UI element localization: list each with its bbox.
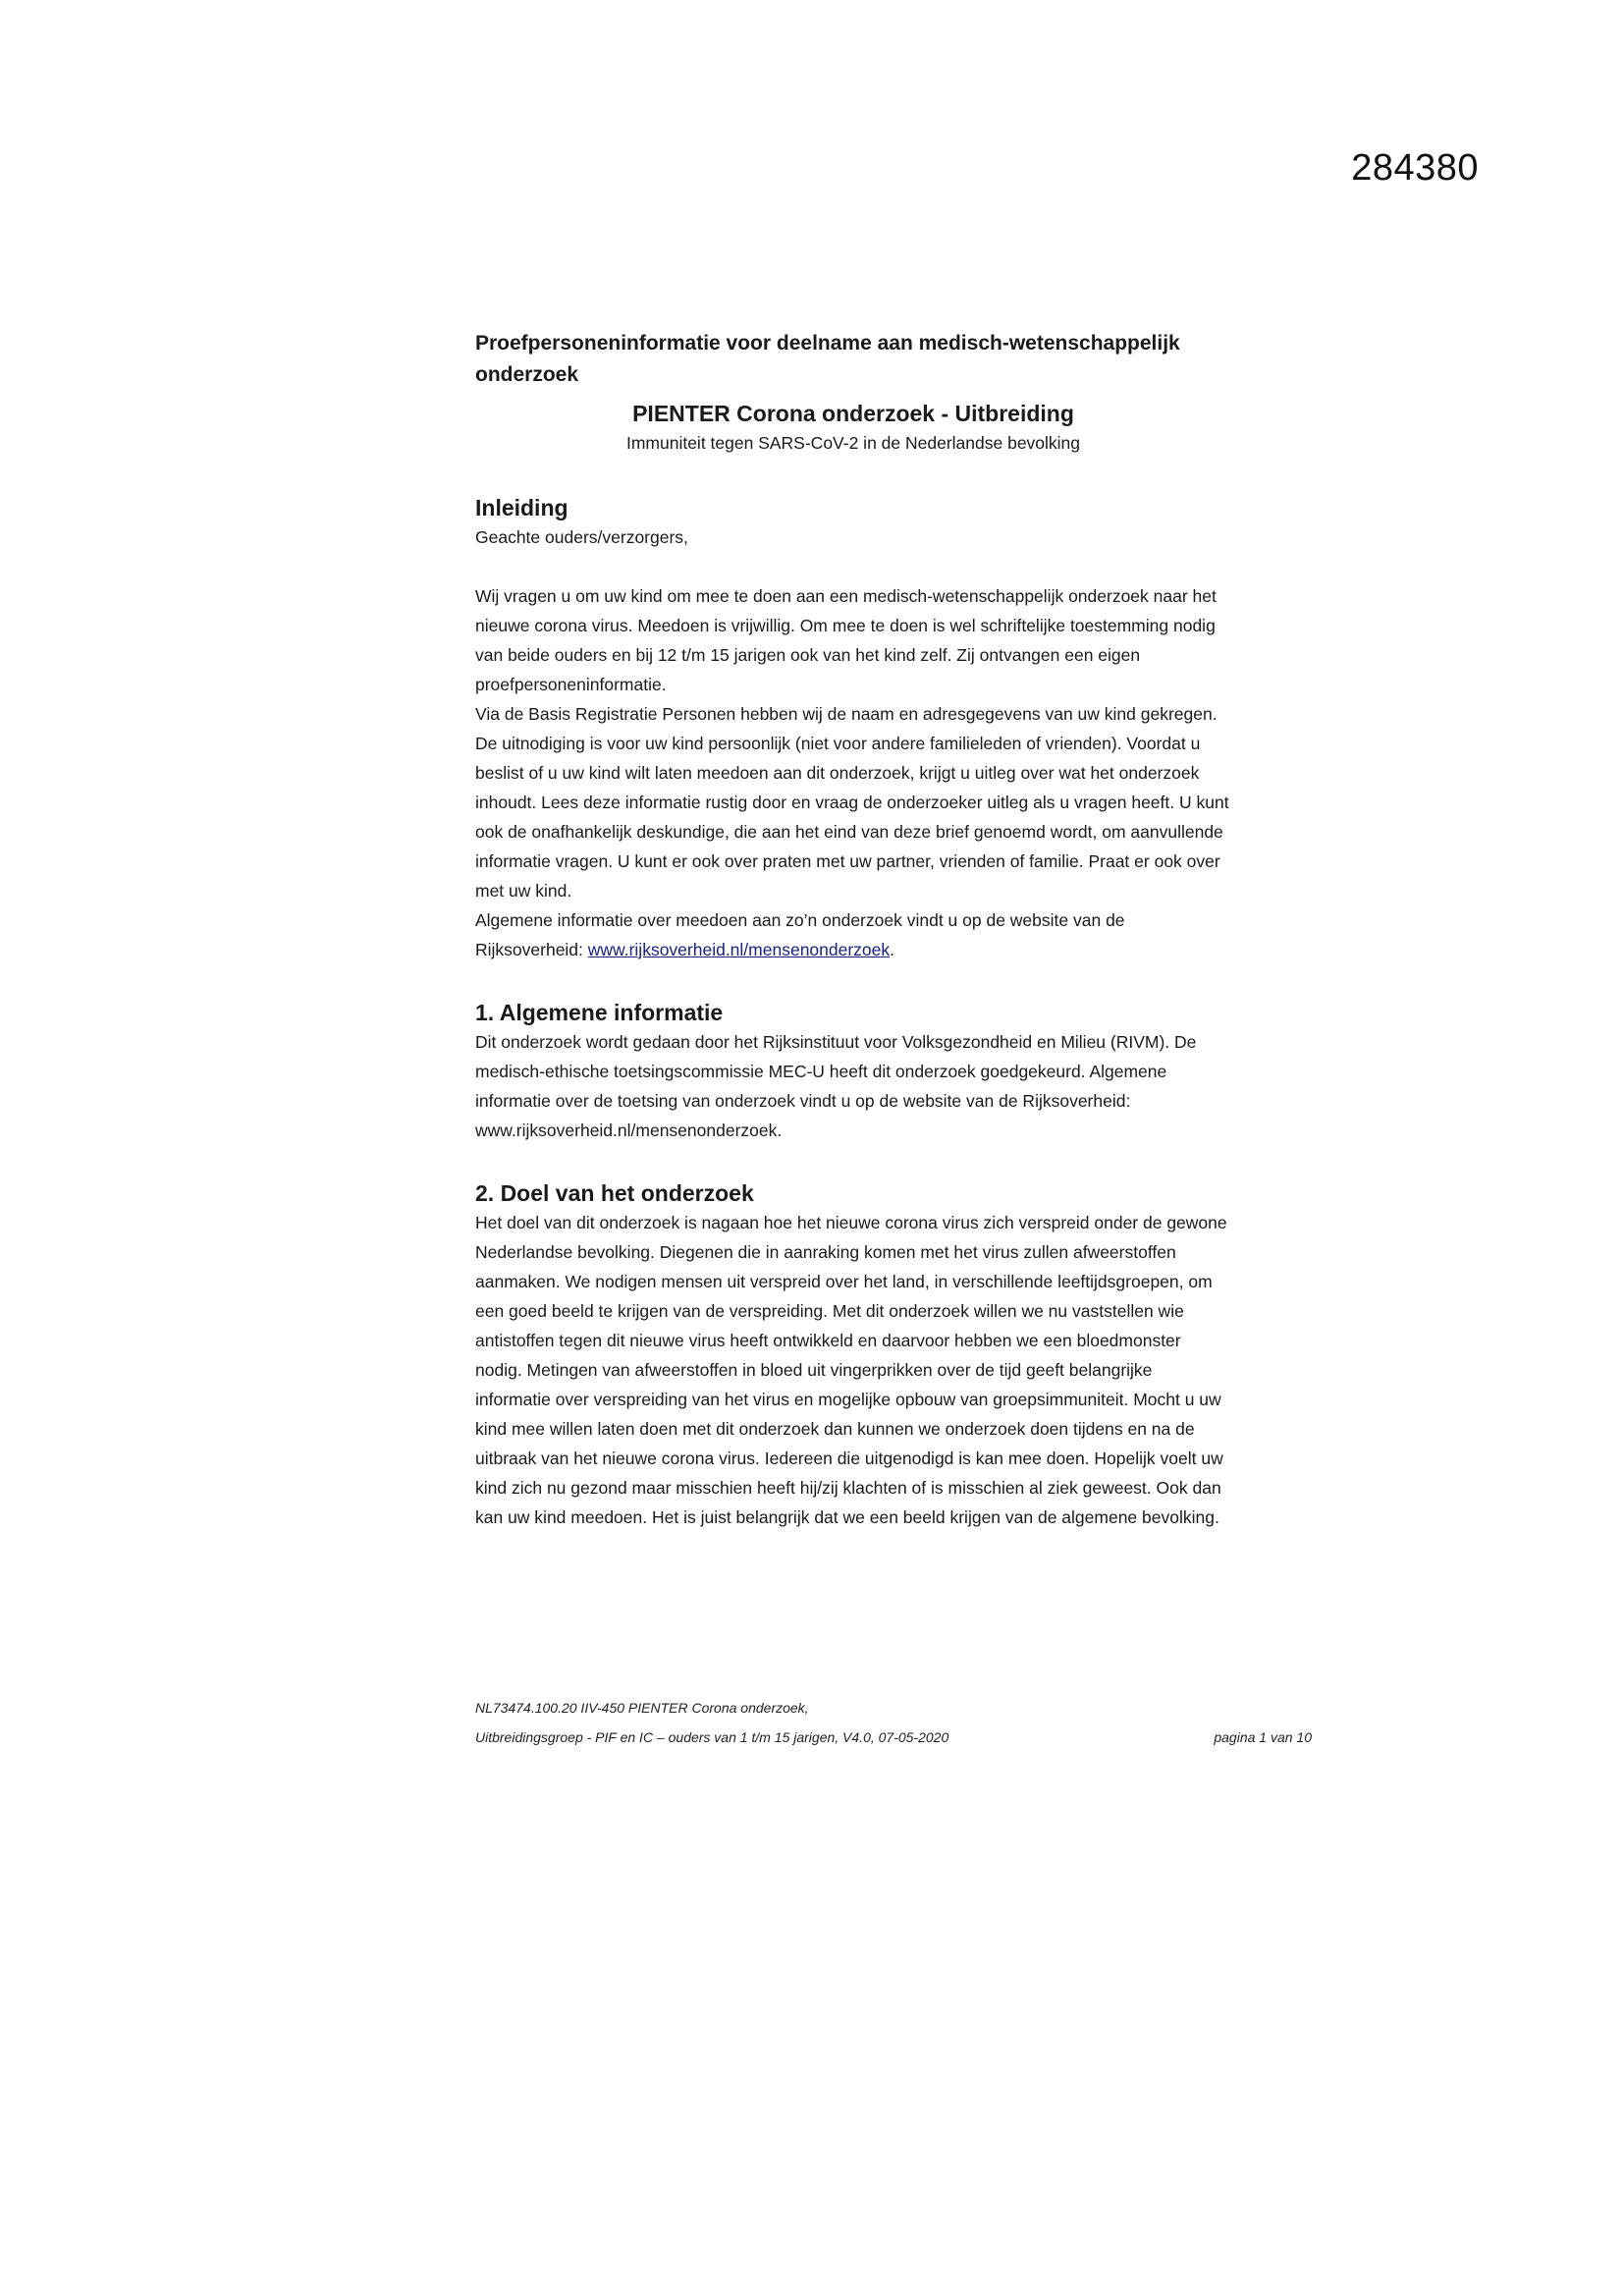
introduction-paragraph-2: Via de Basis Registratie Personen hebben wij de naam en adresgegevens van uw kind gekregen. De uitnodiging is voor uw kind persoonlijk (niet voor andere familieleden of vrienden). Voordat u beslist of u uw kind wilt laten meedoen aan dit onderzoek, krijgt u uitleg over wat het onderzoek inhoudt. Lees deze informatie rustig door en vraag de onderzoeker uitleg als u vragen heeft. U kunt ook de onafhankelijk deskundige, die aan het eind van deze brief genoemd wordt, om aanvullende informatie vragen. U kunt er ook over praten met uw partner, vrienden of familie. Praat er ook over met uw kind. xyxy=(475,704,1229,901)
footer-line-1: NL73474.100.20 IIV-450 PIENTER Corona onderzoek, xyxy=(475,1700,809,1716)
section-2-paragraph: Het doel van dit onderzoek is nagaan hoe het nieuwe corona virus zich verspreid onder de gewone Nederlandse bevolking. Diegenen die in aanraking komen met het virus zullen afweerstoffen aanmaken. We nodigen mensen uit verspreid over het land, in verschillende leeftijdsgroepen, om een goed beeld te krijgen van de verspreiding. Met dit onderzoek willen we nu vaststellen wie antistoffen tegen dit nieuwe virus heeft ontwikkeld en daarvoor hebben we een bloedmonster nodig. Metingen van afweerstoffen in bloed uit vingerprikken over de tijd geeft belangrijke informatie over verspreiding van het virus en mogelijke opbouw van groepsimmuniteit. Mocht u uw kind mee willen laten doen met dit onderzoek dan kunnen we onderzoek doen tijdens en na de uitbraak van het nieuwe corona virus. Iedereen die uitgenodigd is kan mee doen. Hopelijk voelt uw kind zich nu gezond maar misschien heeft hij/zij klachten of is misschien al ziek geweest. Ook dan kan uw kind meedoen. Het is juist belangrijk dat we een beeld krijgen van de algemene bevolking. xyxy=(475,1213,1227,1527)
salutation: Geachte ouders/verzorgers, xyxy=(475,527,688,547)
study-subtitle: Immuniteit tegen SARS-CoV-2 in de Nederlandse bevolking xyxy=(625,433,1081,453)
study-title: PIENTER Corona onderzoek - Uitbreiding xyxy=(632,401,1074,426)
section-2-heading: 2. Doel van het onderzoek xyxy=(475,1180,754,1206)
section-1-heading: 1. Algemene informatie xyxy=(475,1000,724,1025)
page-body xyxy=(475,328,1231,1532)
rijksoverheid-link[interactable]: www.rijksoverheid.nl/mensenonderzoek xyxy=(587,940,891,959)
introduction-heading: Inleiding xyxy=(475,495,568,520)
introduction-paragraph-1: Wij vragen u om uw kind om mee te doen aan een medisch-wetenschappelijk onderzoek naar het nieuwe corona virus. Meedoen is vrijwillig. Om mee te doen is wel schriftelijke toestemming nodig van beide ouders en bij 12 t/m 15 jarigen ook van het kind zelf. Zij ontvangen een eigen proefpersoneninformatie. xyxy=(475,586,1217,694)
introduction-paragraph-3 xyxy=(475,905,1231,964)
document-title: Proefpersoneninformatie voor deelname aan medisch-wetenschappelijk onderzoek xyxy=(475,332,1180,386)
page-footer xyxy=(475,1693,1312,1752)
footer-line-2: Uitbreidingsgroep - PIF en IC – ouders van 1 t/m 15 jarigen, V4.0, 07-05-2020 xyxy=(475,1729,949,1745)
footer-row xyxy=(475,1722,1312,1752)
introduction-paragraph-3-end: . xyxy=(890,940,895,959)
document-number: 284380 xyxy=(1351,147,1479,189)
section-1-paragraph: Dit onderzoek wordt gedaan door het Rijksinstituut voor Volksgezondheid en Milieu (RIVM). De medisch-ethische toetsingscommissie MEC-U heeft dit onderzoek goedgekeurd. Algemene informatie over de toetsing van onderzoek vindt u op de website van de Rijksoverheid: www.rijksoverheid.nl/mensenonderzoek. xyxy=(475,1032,1197,1140)
introduction-paragraph-3-text: Algemene informatie over meedoen aan zo’n onderzoek vindt u op de website van de Rijksoverheid: xyxy=(475,910,1125,959)
page-number: pagina 1 van 10 xyxy=(1214,1729,1312,1745)
